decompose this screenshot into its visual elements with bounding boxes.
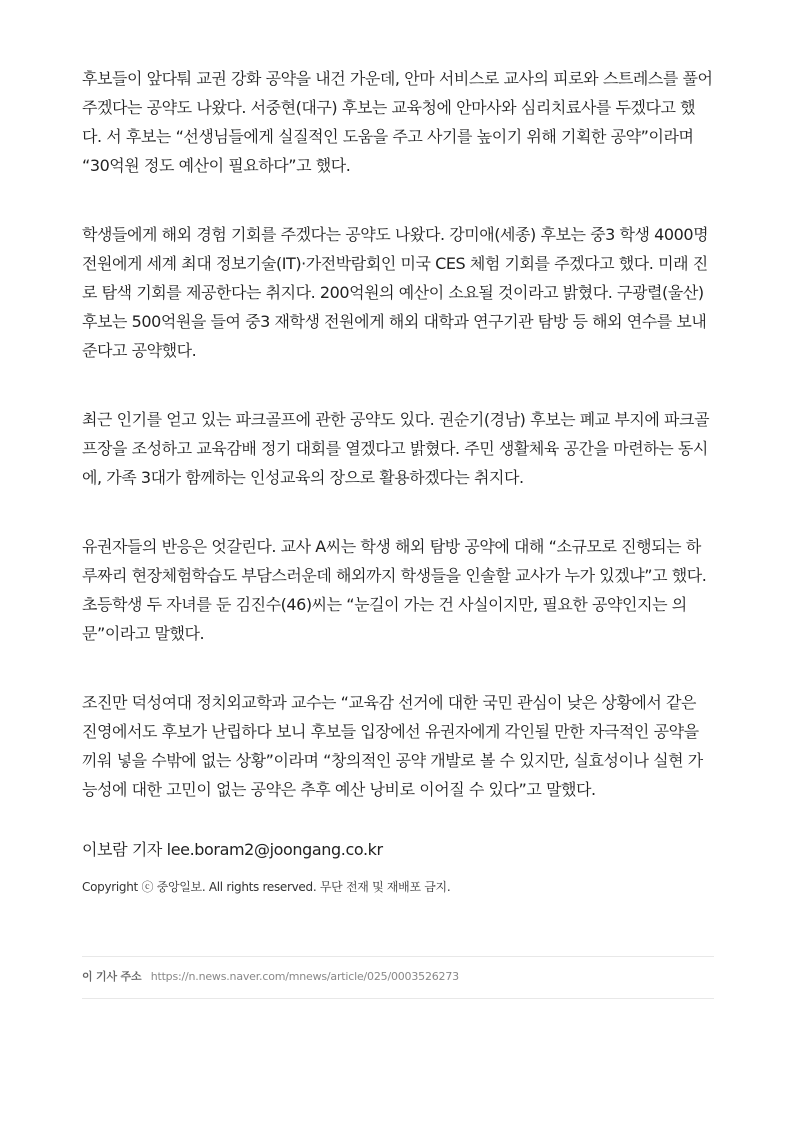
article-paragraph-3: 최근 인기를 얻고 있는 파크골프에 관한 공약도 있다. 권순기(경남) 후보는 폐교 부지에 파크골프장을 조성하고 교육감배 정기 대회를 열겠다고 밝혔다. 주민 생활체육 공간을 마련하는 동시에, 가족 3대가 함께하는 인성교육의 장으로 활용하겠다는 취지다. xyxy=(82,410,710,487)
article-paragraph-4: 유권자들의 반응은 엇갈린다. 교사 A씨는 학생 해외 탐방 공약에 대해 “소규모로 진행되는 하루짜리 현장체험학습도 부담스러운데 해외까지 학생들을 인솔할 교사가 누가 있겠냐”고 했다. 초등학생 두 자녀를 둔 김진수(46)씨는 “눈길이 가는 건 사실이지만, 필요한 공약인지는 의문”이라고 말했다. xyxy=(82,537,707,643)
article-url-label: 이 기사 주소 xyxy=(82,970,142,983)
footer-divider-bottom xyxy=(82,998,714,999)
footer-divider-top xyxy=(82,956,714,957)
reporter-byline: 이보람 기자 lee.boram2@joongang.co.kr xyxy=(82,840,383,859)
article-url-link[interactable]: https://n.news.naver.com/mnews/article/025/0003526273 xyxy=(150,970,459,983)
article-body xyxy=(82,64,714,844)
article-paragraph-2: 학생들에게 해외 경험 기회를 주겠다는 공약도 나왔다. 강미애(세종) 후보는 중3 학생 4000명 전원에게 세계 최대 정보기술(IT)·가전박람회인 미국 CES 체험 기회를 주겠다고 했다. 미래 진로 탐색 기회를 제공한다는 취지다. 200억원의 예산이 소요될 것이라고 밝혔다. 구광렬(울산) 후보는 500억원을 들여 중3 재학생 전원에게 해외 대학과 연구기관 탐방 등 해외 연수를 보내준다고 공약했다. xyxy=(82,225,709,360)
copyright-notice: Copyright ⓒ 중앙일보. All rights reserved. 무단 전재 및 재배포 금지. xyxy=(82,880,451,894)
article-url-row xyxy=(82,967,459,987)
article-paragraph-5: 조진만 덕성여대 정치외교학과 교수는 “교육감 선거에 대한 국민 관심이 낮은 상황에서 같은 진영에서도 후보가 난립하다 보니 후보들 입장에선 유권자에게 각인될 만한 자극적인 공약을 끼워 넣을 수밖에 없는 상황”이라며 “창의적인 공약 개발로 볼 수 있지만, 실효성이나 실현 가능성에 대한 고민이 없는 공약은 추후 예산 낭비로 이어질 수 있다”고 말했다. xyxy=(82,693,703,799)
article-paragraph-1: 후보들이 앞다퉈 교권 강화 공약을 내건 가운데, 안마 서비스로 교사의 피로와 스트레스를 풀어주겠다는 공약도 나왔다. 서중현(대구) 후보는 교육청에 안마사와 심리치료사를 두겠다고 했다. 서 후보는 “선생님들에게 실질적인 도움을 주고 사기를 높이기 위해 기획한 공약”이라며 “30억원 정도 예산이 필요하다”고 했다. xyxy=(82,69,713,175)
